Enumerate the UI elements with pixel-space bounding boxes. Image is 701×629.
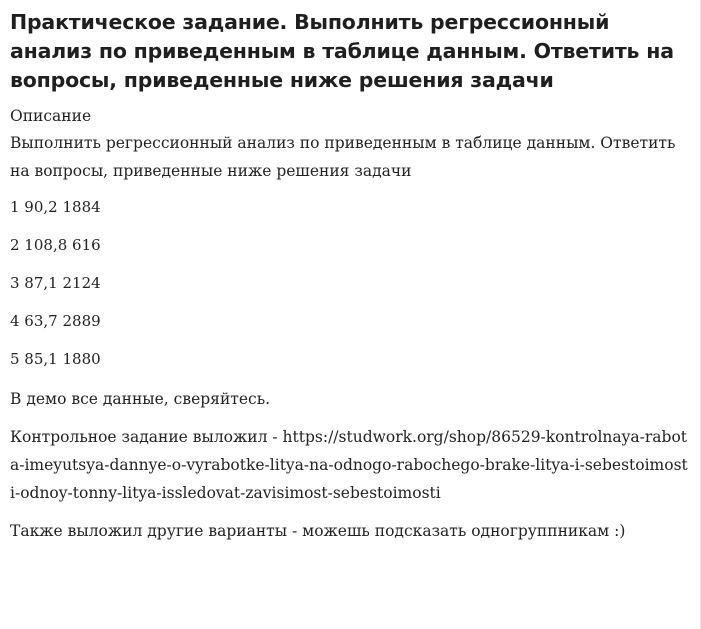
page-title: Практическое задание. Выполнить регрессионный анализ по приведенным в таблице данным. Ответить на вопросы, приведенные ниже решения задачи: [10, 10, 674, 92]
control-task-paragraph: [10, 423, 688, 507]
table-row: 5 85,1 1880: [10, 350, 101, 368]
control-task-prefix: Контрольное задание выложил -: [10, 428, 283, 446]
table-row: 1 90,2 1884: [10, 198, 101, 216]
description-text: Выполнить регрессионный анализ по приведенным в таблице данным. Ответить на вопросы, приведенные ниже решения задачи: [10, 134, 676, 180]
other-variants-note: Также выложил другие варианты - можешь подсказать одногруппникам :): [10, 522, 626, 540]
control-task-link[interactable]: https://studwork.org/shop/86529-kontrolnaya-rabota-imeyutsya-dannye-o-vyrabotke-litya-na-odnogo-rabochego-brake-litya-i-sebestoimosti-odnoy-tonny-litya-issledovat-zavisimost-sebestoimosti: [10, 428, 688, 502]
description-label: Описание: [10, 107, 92, 125]
data-table: [10, 195, 688, 371]
table-row: 3 87,1 2124: [10, 274, 101, 292]
table-row: 4 63,7 2889: [10, 312, 101, 330]
table-row: 2 108,8 616: [10, 236, 101, 254]
demo-note: В демо все данные, сверяйтесь.: [10, 390, 271, 408]
